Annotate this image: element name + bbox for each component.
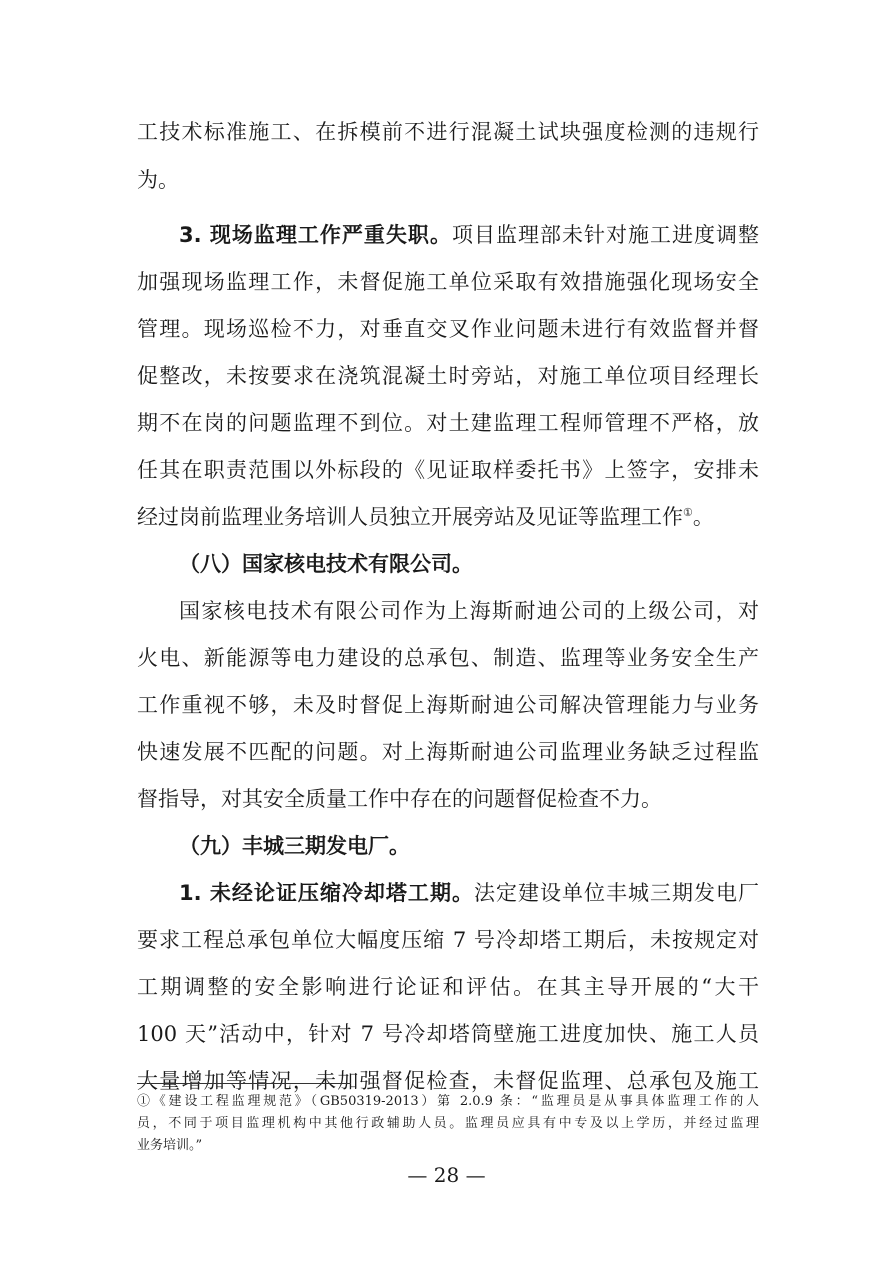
text-line: 为。 xyxy=(137,168,179,192)
text-line: 火电、新能源等电力建设的总承包、制造、监理等业务安全生产 xyxy=(137,646,759,670)
text-line: 任其在职责范围以外标段的《见证取样委托书》上签字，安排未 xyxy=(137,458,759,482)
paragraph-first-line xyxy=(137,873,759,913)
page-number: — 28 — xyxy=(407,1163,486,1187)
text-run: 。 xyxy=(692,505,714,529)
footnote xyxy=(137,1091,759,1157)
text-line xyxy=(137,497,759,537)
text-run: 经过岗前监理业务培训人员独立开展旁站及见证等监理工作 xyxy=(137,505,683,529)
text-run: 法定建设单位丰城三期发电厂 xyxy=(473,881,759,905)
text-line: 快速发展不匹配的问题。对上海斯耐迪公司监理业务缺乏过程监 xyxy=(137,740,759,764)
text-line: 工期调整的安全影响进行论证和评估。在其主导开展的“大干 xyxy=(137,975,759,999)
text-run: 项目监理部未针对施工进度调整 xyxy=(451,223,760,247)
text-line: 加强现场监理工作，未督促施工单位采取有效措施强化现场安全 xyxy=(137,270,759,294)
text-line: 促整改，未按要求在浇筑混凝土时旁站，对施工单位项目经理长 xyxy=(137,364,759,388)
text-line: 督指导，对其安全质量工作中存在的问题督促检查不力。 xyxy=(137,787,662,811)
footnote-reference: ① xyxy=(683,506,693,519)
section-heading: 3. 现场监理工作严重失职。 xyxy=(179,223,452,247)
section-heading: 1. 未经论证压缩冷却塔工期。 xyxy=(179,881,474,905)
section-heading-9: （九）丰城三期发电厂。 xyxy=(179,834,410,858)
text-line: 管理。现场巡检不力，对垂直交叉作业问题未进行有效监督并督 xyxy=(137,317,759,341)
text-line: 要求工程总承包单位大幅度压缩 7 号冷却塔工期后，未按规定对 xyxy=(137,928,759,952)
footnote-line: 业务培训。” xyxy=(137,1138,203,1153)
text-line: 工作重视不够，未及时督促上海斯耐迪公司解决管理能力与业务 xyxy=(137,693,759,717)
footnote-line: 员，不同于项目监理机构中其他行政辅助人员。监理员应具有中专及以上学历，并经过监理 xyxy=(137,1116,759,1131)
text-line: 100 天”活动中，针对 7 号冷却塔筒壁施工进度加快、施工人员 xyxy=(137,1022,759,1046)
section-heading-8: （八）国家核电技术有限公司。 xyxy=(179,552,473,576)
text-line: 期不在岗的问题监理不到位。对土建监理工程师管理不严格，放 xyxy=(137,411,759,435)
footnote-line: ①《建设工程监理规范》（GB50319-2013）第 2.0.9 条：“监理员是从事具体监理工作的人 xyxy=(137,1094,759,1109)
text-line: 国家核电技术有限公司作为上海斯耐迪公司的上级公司，对 xyxy=(179,599,759,623)
footnote-separator xyxy=(137,1083,351,1084)
text-line: 大量增加等情况，未加强督促检查，未督促监理、总承包及施工 xyxy=(137,1069,759,1093)
text-line: 工技术标准施工、在拆模前不进行混凝土试块强度检测的违规行 xyxy=(137,120,759,144)
paragraph-first-line xyxy=(137,215,759,255)
